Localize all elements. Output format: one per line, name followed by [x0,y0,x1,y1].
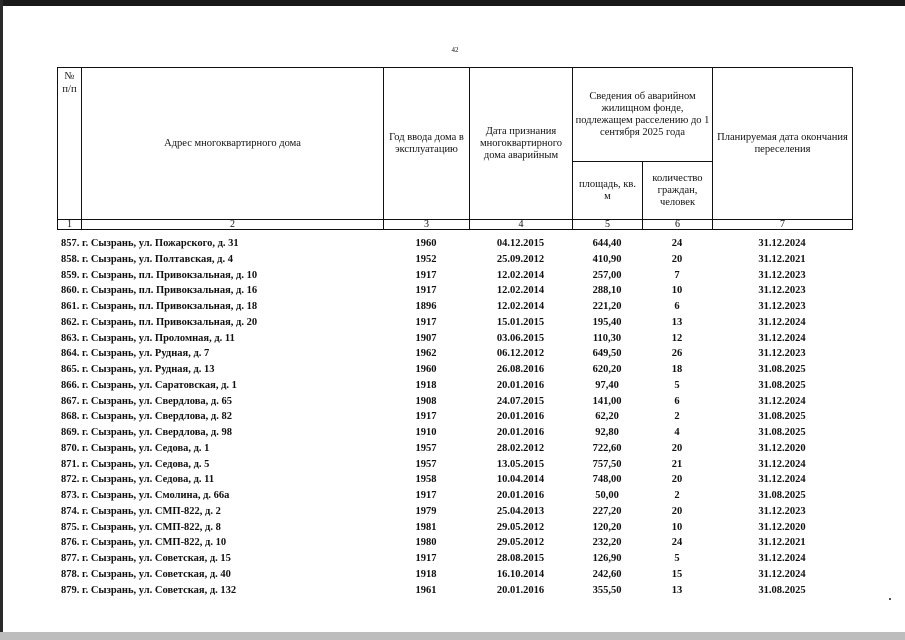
cell-area: 120,20 [592,521,622,533]
header-date-recognized: Дата признания многоквартирного дома аварийным [470,68,573,220]
cell-area: 92,80 [595,427,619,438]
cell-area: 257,00 [592,269,622,281]
cell-address: 861. г. Сызрань, пл. Привокзальная, д. 18 [61,301,258,312]
table-row [57,315,852,331]
cell-year: 1917 [415,285,437,297]
cell-area: 50,00 [595,490,619,501]
cell-date: 03.06.2015 [496,332,545,344]
header-address: Адрес многоквартирного дома [82,68,384,220]
header-area: площадь, кв. м [573,162,643,220]
cell-year: 1917 [415,316,437,328]
cell-date: 26.08.2016 [496,364,545,375]
cell-people: 20 [671,442,683,454]
cell-date: 25.09.2012 [496,253,545,265]
cell-area: 110,30 [592,332,622,344]
cell-address: 865. г. Сызрань, ул. Рудная, д. 13 [61,364,215,375]
cell-year: 1918 [415,379,437,391]
cell-year: 1960 [415,364,437,375]
cell-year: 1910 [415,427,437,438]
cell-date: 24.07.2015 [496,395,545,407]
scan-top-edge [0,0,905,6]
cell-date: 20.01.2016 [496,584,545,596]
cell-address: 866. г. Сызрань, ул. Саратовская, д. 1 [61,379,237,391]
cell-end-date: 31.12.2024 [758,316,806,328]
scan-left-edge [0,0,3,640]
table-row [57,331,852,347]
cell-area: 227,20 [592,505,622,517]
table-row [57,394,852,410]
table-row [57,236,852,252]
cell-people: 12 [671,332,683,344]
cell-end-date: 31.08.2025 [758,379,806,391]
cell-year: 1961 [415,584,437,596]
cell-address: 872. г. Сызрань, ул. Седова, д. 11 [61,474,215,486]
table-header [57,67,853,230]
header-housing-info: Сведения об аварийном жилищном фонде, подлежащем расселению до 1 сентября 2025 года [573,68,713,162]
cell-people: 7 [674,269,680,281]
cell-address: 874. г. Сызрань, ул. СМП-822, д. 2 [61,505,221,517]
cell-area: 410,90 [592,253,622,265]
column-number-5: 5 [573,220,643,230]
cell-end-date: 31.08.2025 [758,364,806,375]
cell-people: 6 [674,301,680,312]
table-row [57,299,852,315]
table-row [57,488,852,504]
cell-end-date: 31.12.2023 [758,505,806,517]
cell-area: 62,20 [595,411,619,423]
header-citizens: количество граждан, человек [643,162,713,220]
cell-date: 15.01.2015 [496,316,545,328]
cell-people: 26 [671,348,683,360]
cell-people: 20 [671,253,683,265]
cell-address: 876. г. Сызрань, ул. СМП-822, д. 10 [61,537,227,549]
table-row [57,551,852,567]
table-row [57,457,852,473]
table-row [57,346,852,362]
table-row [57,535,852,551]
cell-address: 873. г. Сызрань, ул. Смолина, д. 66а [61,490,230,501]
cell-area: 722,60 [592,442,622,454]
cell-area: 232,20 [592,537,622,549]
cell-date: 12.02.2014 [496,285,545,297]
scan-speck [889,598,891,600]
cell-date: 20.01.2016 [496,427,545,438]
cell-year: 1962 [415,348,437,360]
header-year: Год ввода дома в эксплуатацию [384,68,470,220]
cell-end-date: 31.08.2025 [758,411,806,423]
cell-date: 16.10.2014 [496,568,545,580]
table-row [57,472,852,488]
cell-end-date: 31.12.2023 [758,301,806,312]
cell-year: 1960 [415,238,437,249]
cell-address: 859. г. Сызрань, пл. Привокзальная, д. 10 [61,269,258,281]
cell-end-date: 31.12.2023 [758,269,806,281]
column-number-6: 6 [643,220,713,230]
cell-people: 20 [671,505,683,517]
cell-area: 649,50 [592,348,622,360]
table-row [57,378,852,394]
cell-area: 757,50 [592,458,622,470]
cell-people: 2 [674,490,680,501]
cell-area: 355,50 [592,584,622,596]
cell-address: 879. г. Сызрань, ул. Советская, д. 132 [61,584,237,596]
cell-end-date: 31.12.2020 [758,442,806,454]
cell-address: 875. г. Сызрань, ул. СМП-822, д. 8 [61,521,221,533]
cell-date: 13.05.2015 [496,458,545,470]
cell-address: 870. г. Сызрань, ул. Седова, д. 1 [61,442,210,454]
cell-year: 1980 [415,537,437,549]
cell-date: 20.01.2016 [496,490,545,501]
cell-address: 878. г. Сызрань, ул. Советская, д. 40 [61,568,231,580]
cell-year: 1957 [415,458,437,470]
cell-people: 5 [674,379,680,391]
cell-date: 20.01.2016 [496,411,545,423]
cell-people: 6 [674,395,680,407]
cell-address: 862. г. Сызрань, пл. Привокзальная, д. 20 [61,316,258,328]
cell-year: 1907 [415,332,437,344]
cell-end-date: 31.12.2020 [758,521,806,533]
cell-address: 877. г. Сызрань, ул. Советская, д. 15 [61,553,231,564]
cell-people: 10 [671,521,683,533]
cell-address: 867. г. Сызрань, ул. Свердлова, д. 65 [61,395,232,407]
cell-area: 141,00 [592,395,622,407]
cell-year: 1917 [415,553,437,564]
cell-area: 288,10 [592,285,622,297]
cell-end-date: 31.12.2024 [758,474,806,486]
scan-bottom-edge [0,632,905,640]
cell-date: 28.02.2012 [496,442,545,454]
cell-end-date: 31.12.2023 [758,285,806,297]
cell-date: 29.05.2012 [496,537,545,549]
cell-year: 1908 [415,395,437,407]
cell-area: 126,90 [592,553,622,564]
column-number-2: 2 [82,220,384,230]
cell-year: 1896 [415,301,437,312]
cell-date: 10.04.2014 [496,474,545,486]
cell-people: 2 [674,411,680,423]
table-row [57,583,852,599]
cell-people: 13 [671,316,683,328]
table-row [57,567,852,583]
cell-year: 1917 [415,411,437,423]
cell-end-date: 31.08.2025 [758,490,806,501]
header-planned-date: Планируемая дата окончания переселения [713,68,853,220]
cell-area: 644,40 [592,238,622,249]
table-row [57,409,852,425]
cell-date: 29.05.2012 [496,521,545,533]
cell-address: 871. г. Сызрань, ул. Седова, д. 5 [61,458,210,470]
cell-address: 858. г. Сызрань, ул. Полтавская, д. 4 [61,253,233,265]
cell-date: 20.01.2016 [496,379,545,391]
table-row [57,441,852,457]
cell-end-date: 31.12.2024 [758,332,806,344]
cell-end-date: 31.12.2024 [758,568,806,580]
table-row [57,520,852,536]
cell-people: 13 [671,584,683,596]
cell-date: 28.08.2015 [496,553,545,564]
cell-end-date: 31.08.2025 [758,427,806,438]
column-number-4: 4 [470,220,573,230]
cell-people: 20 [671,474,683,486]
cell-area: 221,20 [592,301,622,312]
table-row [57,504,852,520]
cell-date: 12.02.2014 [496,301,545,312]
column-number-3: 3 [384,220,470,230]
cell-year: 1952 [415,253,437,265]
cell-area: 242,60 [592,568,622,580]
cell-area: 97,40 [595,379,619,391]
cell-address: 869. г. Сызрань, ул. Свердлова, д. 98 [61,427,232,438]
table-row [57,425,852,441]
cell-people: 5 [674,553,680,564]
cell-address: 864. г. Сызрань, ул. Рудная, д. 7 [61,348,210,360]
cell-address: 860. г. Сызрань, пл. Привокзальная, д. 16 [61,285,258,297]
table-row [57,268,852,284]
cell-date: 25.04.2013 [496,505,545,517]
cell-end-date: 31.08.2025 [758,584,806,596]
header-number: № п/п [58,68,82,220]
cell-year: 1958 [415,474,437,486]
column-number-1: 1 [58,220,82,230]
cell-end-date: 31.12.2024 [758,238,806,249]
table-row [57,283,852,299]
cell-end-date: 31.12.2024 [758,553,806,564]
cell-date: 06.12.2012 [496,348,545,360]
cell-area: 195,40 [592,316,622,328]
cell-end-date: 31.12.2021 [758,253,806,265]
table-row [57,252,852,268]
cell-end-date: 31.12.2023 [758,348,806,360]
cell-address: 868. г. Сызрань, ул. Свердлова, д. 82 [61,411,232,423]
cell-year: 1917 [415,269,437,281]
cell-people: 24 [671,238,683,249]
cell-area: 748,00 [592,474,622,486]
cell-people: 15 [671,568,683,580]
table-body [57,236,852,598]
cell-people: 10 [671,285,683,297]
cell-address: 857. г. Сызрань, ул. Пожарского, д. 31 [61,238,239,249]
cell-area: 620,20 [592,364,622,375]
table-row [57,362,852,378]
cell-year: 1981 [415,521,437,533]
cell-address: 863. г. Сызрань, ул. Проломная, д. 11 [61,332,235,344]
cell-end-date: 31.12.2021 [758,537,806,549]
cell-date: 12.02.2014 [496,269,545,281]
cell-year: 1979 [415,505,437,517]
cell-people: 24 [671,537,683,549]
cell-people: 4 [674,427,680,438]
cell-people: 21 [671,458,683,470]
cell-end-date: 31.12.2024 [758,395,806,407]
cell-year: 1957 [415,442,437,454]
column-number-7: 7 [713,220,853,230]
page-number: 42 [451,46,459,54]
cell-date: 04.12.2015 [496,238,545,249]
cell-end-date: 31.12.2024 [758,458,806,470]
cell-year: 1918 [415,568,437,580]
cell-year: 1917 [415,490,437,501]
cell-people: 18 [671,364,683,375]
